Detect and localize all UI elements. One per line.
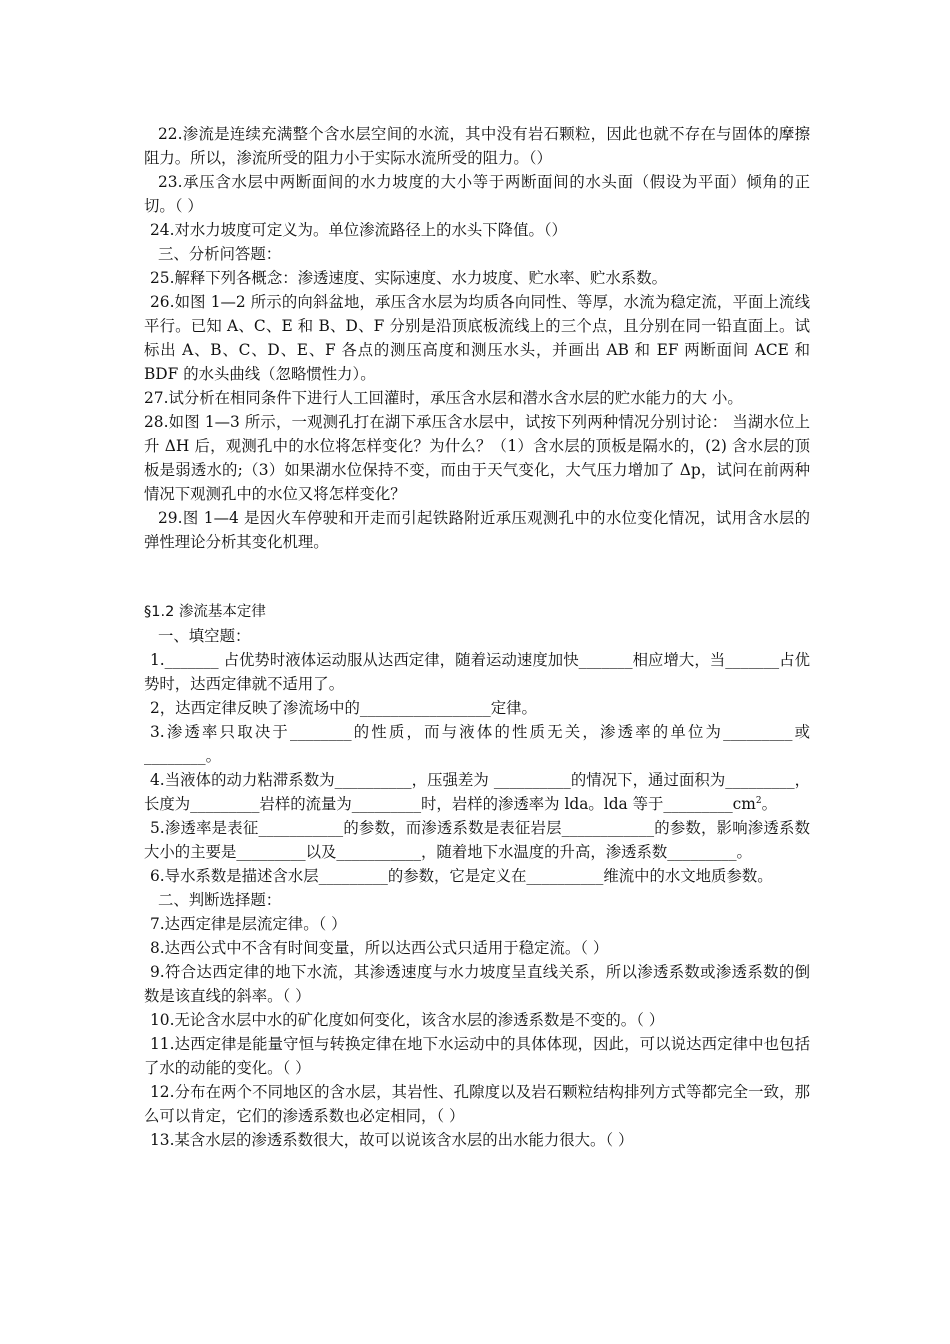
question-27: 27.试分析在相同条件下进行人工回灌时，承压含水层和潜水含水层的贮水能力的大 小。 [144, 389, 743, 407]
fill-3: 3.渗透率只取决于________的性质，而与液体的性质无关，渗透率的单位为_________或________。 [144, 723, 810, 765]
section-heading-analysis: 三、分析问答题： [158, 245, 282, 263]
fill-5: 5.渗透率是表征___________的参数，而渗透系数是表征岩层____________的参数，影响渗透系数大小的主要是_________以及___________，随着地下水温度的升高，渗透系数_________。 [144, 819, 810, 861]
fill-4 [144, 768, 810, 816]
judge-8: 8.达西公式中不含有时间变量，所以达西公式只适用于稳定流。（ ） [150, 939, 609, 957]
question-25: 25.解释下列各概念：渗透速度、实际速度、水力坡度、贮水率、贮水系数。 [150, 269, 667, 287]
question-24: 24.对水力坡度可定义为。单位渗流路径上的水头下降值。（） [150, 221, 567, 239]
fill-4-text: 4.当液体的动力粘滞系数为__________，压强差为 __________的情况下，通过面积为_________，长度为_________岩样的流量为_________时，岩样的渗透率为 lda。lda 等于_________cm [144, 771, 810, 813]
fill-4-end: 。 [761, 795, 778, 813]
judge-11: 11.达西定律是能量守恒与转换定律在地下水运动中的具体体现，因此，可以说达西定律中也包括了水的动能的变化。（ ） [144, 1035, 810, 1077]
document-content [144, 122, 810, 1152]
fill-1: 1._______ 占优势时液体运动服从达西定律，随着运动速度加快_______相应增大，当_______占优势时，达西定律就不适用了。 [144, 651, 810, 693]
section-heading-fill: 一、填空题： [158, 627, 251, 645]
question-23: 23.承压含水层中两断面间的水力坡度的大小等于两断面间的水头面（假设为平面）倾角的正切。（ ） [144, 173, 810, 215]
fill-4-superscript: 2 [755, 795, 762, 806]
judge-7: 7.达西定律是层流定律。（ ） [150, 915, 347, 933]
question-22: 22.渗流是连续充满整个含水层空间的水流，其中没有岩石颗粒，因此也就不存在与固体的摩擦阻力。所以，渗流所受的阻力小于实际水流所受的阻力。（） [144, 125, 810, 167]
spacer [144, 554, 810, 600]
fill-6: 6.导水系数是描述含水层_________的参数，它是定义在__________维流中的水文地质参数。 [150, 867, 773, 885]
fill-2: 2，达西定律反映了渗流场中的_________________定律。 [150, 699, 537, 717]
question-26: 26.如图 1—2 所示的向斜盆地，承压含水层为均质各向同性、等厚，水流为稳定流，平面上流线平行。已知 A、C、E 和 B、D、F 分别是沿顶底板流线上的三个点，且分别在同一铅直面上。试标出 A、B、C、D、E、F 各点的测压高度和测压水头，并画出 AB 和 EF 两断面间 ACE 和 BDF 的水头曲线（忽略惯性力）。 [144, 293, 810, 383]
section-heading-judge: 二、判断选择题： [158, 891, 282, 909]
judge-10: 10.无论含水层中水的矿化度如何变化，该含水层的渗透系数是不变的。（ ） [150, 1011, 665, 1029]
judge-13: 13.某含水层的渗透系数很大，故可以说该含水层的出水能力很大。（ ） [150, 1131, 634, 1149]
question-28: 28.如图 1—3 所示，一观测孔打在湖下承压含水层中，试按下列两种情况分别讨论： 当湖水位上升 ΔH 后，观测孔中的水位将怎样变化？为什么？（1）含水层的顶板是隔水的，(2) 含水层的顶板是弱透水的;（3）如果湖水位保持不变，而由于天气变化，大气压力增加了 Δp，试问在前两种情况下观测孔中的水位又将怎样变化？ [144, 413, 810, 503]
judge-12: 12.分布在两个不同地区的含水层，其岩性、孔隙度以及岩石颗粒结构排列方式等都完全一致，那么可以肯定，它们的渗透系数也必定相同，（ ） [144, 1083, 810, 1125]
section-title: §1.2 渗流基本定律 [144, 604, 266, 620]
question-29: 29.图 1—4 是因火车停驶和开走而引起铁路附近承压观测孔中的水位变化情况，试用含水层的弹性理论分析其变化机理。 [144, 509, 810, 551]
judge-9: 9.符合达西定律的地下水流，其渗透速度与水力坡度呈直线关系，所以渗透系数或渗透系数的倒数是该直线的斜率。（ ） [144, 963, 810, 1005]
